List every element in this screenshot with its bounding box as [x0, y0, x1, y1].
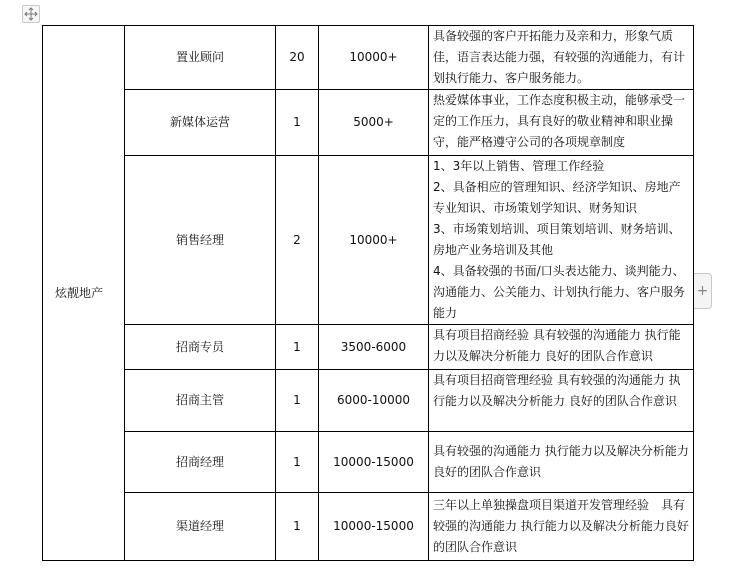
requirement-item-1: 1、3年以上销售、管理工作经验: [433, 159, 605, 173]
job-title: 招商主管: [125, 370, 276, 432]
salary: 10000-15000: [319, 493, 429, 561]
headcount: 1: [276, 493, 319, 561]
requirement-item-4: 4、具备较强的书面/口头表达能力、谈判能力、沟通能力、公关能力、计划执行能力、客户服务能力: [433, 264, 686, 320]
salary: 10000+: [319, 156, 429, 325]
requirement-text: 热爱媒体事业，工作态度积极主动，能够承受一定的工作压力，具有良好的敬业精神和职业操守，能严格遵守公司的各项规章制度: [433, 93, 686, 149]
table-row: [43, 26, 694, 90]
requirement-text: 三年以上单独操盘项目渠道开发管理经验 具有较强的沟通能力 执行能力以及解决分析能力良好的团队合作意识: [433, 498, 689, 554]
plus-icon: +: [696, 283, 709, 299]
requirements: [429, 156, 694, 325]
job-listings-table: [42, 25, 694, 561]
requirement-text: 具有较强的沟通能力 执行能力以及解决分析能力 良好的团队合作意识: [433, 444, 689, 479]
headcount: 2: [276, 156, 319, 325]
requirements: [429, 432, 694, 493]
company-name: 炫靓地产: [43, 26, 125, 561]
salary: 3500-6000: [319, 325, 429, 370]
requirements: [429, 90, 694, 156]
job-title: 招商经理: [125, 432, 276, 493]
salary: 5000+: [319, 90, 429, 156]
job-title: 新媒体运营: [125, 90, 276, 156]
job-title: 置业顾问: [125, 26, 276, 90]
headcount: 1: [276, 325, 319, 370]
table-row: [43, 493, 694, 561]
requirements: [429, 26, 694, 90]
job-title: 招商专员: [125, 325, 276, 370]
headcount: 1: [276, 90, 319, 156]
job-title: 销售经理: [125, 156, 276, 325]
salary: 10000+: [319, 26, 429, 90]
salary: 10000-15000: [319, 432, 429, 493]
table-row: [43, 325, 694, 370]
requirement-item-3: 3、市场策划培训、项目策划培训、财务培训、房地产业务培训及其他: [433, 222, 681, 257]
salary: 6000-10000: [319, 370, 429, 432]
requirement-text: 具有项目招商经验 具有较强的沟通能力 执行能力以及解决分析能力 良好的团队合作意识: [433, 328, 681, 363]
move-arrows-icon: [24, 7, 38, 21]
table-row: [43, 90, 694, 156]
job-title: 渠道经理: [125, 493, 276, 561]
headcount: 20: [276, 26, 319, 90]
requirement-text: 具备较强的客户开拓能力及亲和力，形象气质佳，语言表达能力强，有较强的沟通能力，有计划执行能力、客户服务能力。: [433, 29, 686, 85]
headcount: 1: [276, 432, 319, 493]
headcount: 1: [276, 370, 319, 432]
requirement-item-2: 2、具备相应的管理知识、经济学知识、房地产专业知识、市场策划学知识、财务知识: [433, 180, 681, 215]
requirements: [429, 493, 694, 561]
table-row: [43, 432, 694, 493]
requirements: [429, 325, 694, 370]
table-row: [43, 156, 694, 325]
table-move-handle[interactable]: [22, 5, 40, 23]
table-row: [43, 370, 694, 432]
add-column-button[interactable]: [694, 273, 712, 309]
requirement-text: 具有项目招商管理经验 具有较强的沟通能力 执行能力以及解决分析能力 良好的团队合作意识: [433, 373, 681, 408]
requirements: [429, 370, 694, 432]
